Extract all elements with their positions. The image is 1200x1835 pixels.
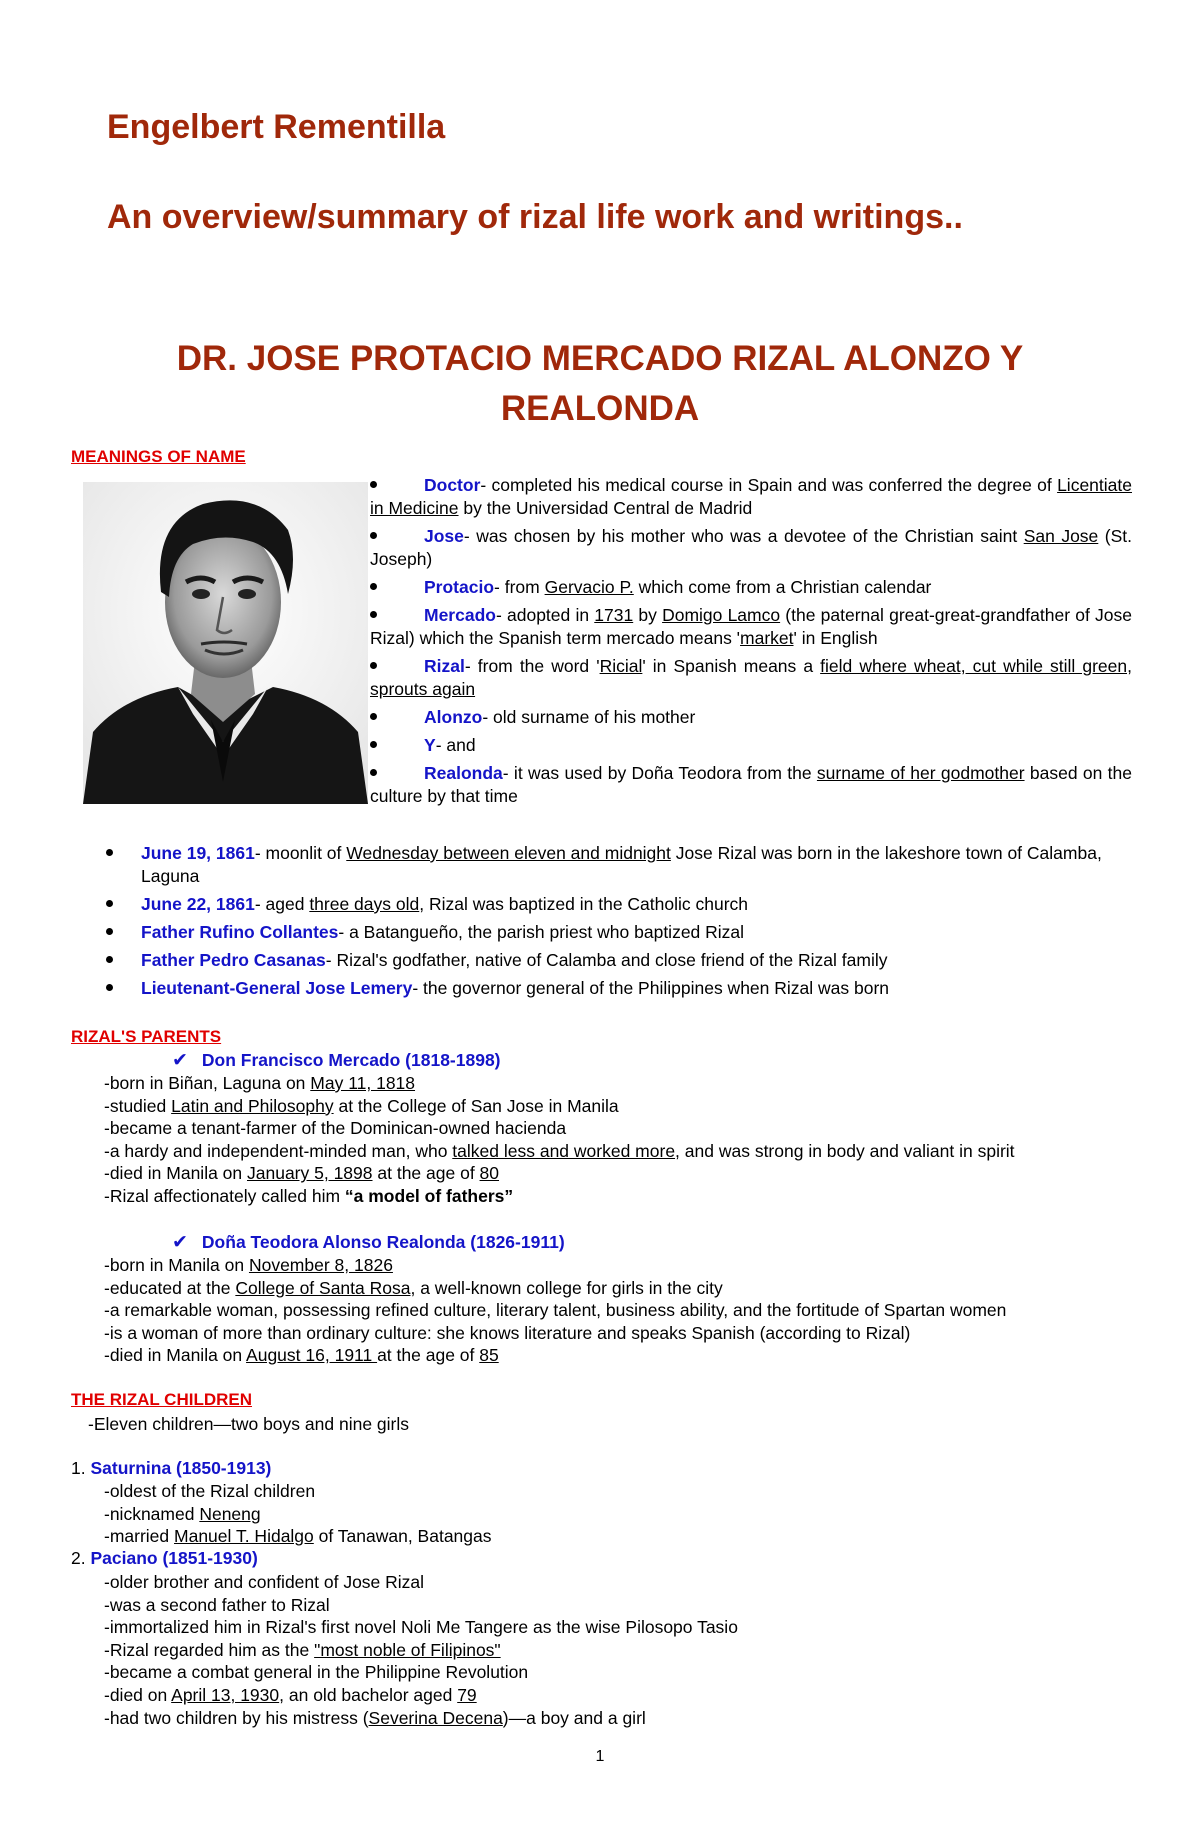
list-item: Rizal- from the word 'Ricial' in Spanish means a field where wheat, cut while still green, sprouts again (370, 656, 1132, 699)
list-item: Doctor- completed his medical course in Spain and was conferred the degree of Licentiate in Medicine by the Universidad Central de Madrid (370, 475, 1132, 518)
father-heading: ✔ Don Francisco Mercado (1818-1898) (172, 1050, 501, 1071)
children-heading: THE RIZAL CHILDREN (71, 1390, 253, 1409)
list-item: Alonzo- old surname of his mother (370, 706, 1132, 729)
list-item: Lieutenant-General Jose Lemery- the governor general of the Philippines when Rizal was born (106, 977, 1136, 1000)
child-2-heading: 2. Paciano (1851-1930) (71, 1548, 258, 1568)
list-item: June 19, 1861- moonlit of Wednesday between eleven and midnight Jose Rizal was born in the lakeshore town of Calamba, Laguna (106, 842, 1136, 888)
list-item: June 22, 1861- aged three days old, Rizal was baptized in the Catholic church (106, 893, 1136, 916)
list-item: Y- and (370, 734, 1132, 757)
checkmark-icon: ✔ (172, 1232, 188, 1253)
list-item: Jose- was chosen by his mother who was a devotee of the Christian saint San Jose (St. Joseph) (370, 526, 1133, 569)
meanings-heading: MEANINGS OF NAME (71, 447, 246, 466)
list-item: Father Pedro Casanas- Rizal's godfather, native of Calamba and close friend of the Rizal family (106, 949, 1136, 972)
list-item: Protacio- from Gervacio P. which come from a Christian calendar (370, 576, 1132, 599)
child-1-details: -oldest of the Rizal children -nicknamed Neneng -married Manuel T. Hidalgo of Tanawan, Batangas (104, 1481, 492, 1547)
checkmark-icon: ✔ (172, 1050, 188, 1071)
page-number: 1 (595, 1748, 605, 1765)
main-title: DR. JOSE PROTACIO MERCADO RIZAL ALONZO Y REALONDA (176, 339, 1024, 428)
child-1-heading: 1. Saturnina (1850-1913) (71, 1458, 272, 1478)
list-item: Father Rufino Collantes- a Batangueño, the parish priest who baptized Rizal (106, 921, 1136, 944)
list-item: Mercado- adopted in 1731 by Domigo Lamco (the paternal great-great-grandfather of Jose Rizal) which the Spanish term mercado means 'market' in English (370, 605, 1132, 648)
list-item: Realonda- it was used by Doña Teodora from the surname of her godmother based on the culture by that time (370, 763, 1132, 806)
child-2-details: -older brother and confident of Jose Rizal -was a second father to Rizal -immortalized him in Rizal's first novel Noli Me Tangere as the wise Pilosopo Tasio -Rizal regarded him as the "most noble of Filipinos" -became a combat general in the Philippine Revolution -died on April 13, 1930, an old bachelor aged 79 -had two children by his mistress (Severina Decena)—a boy and a girl (104, 1572, 738, 1728)
parents-heading: RIZAL'S PARENTS (71, 1027, 222, 1046)
document-subtitle: An overview/summary of rizal life work and writings.. (107, 198, 963, 236)
author-name: Engelbert Rementilla (107, 108, 446, 146)
children-intro: -Eleven children—two boys and nine girls (88, 1414, 409, 1434)
father-details: -born in Biñan, Laguna on May 11, 1818 -studied Latin and Philosophy at the College of San Jose in Manila -became a tenant-farmer of the Dominican-owned hacienda -a hardy and independent-minded man, who talked less and worked more, and was strong in body and valiant in spirit -died in Manila on January 5, 1898 at the age of 80 -Rizal affectionately called him “a model of fathers” (104, 1073, 1015, 1206)
rizal-portrait (83, 482, 368, 804)
mother-heading: ✔ Doña Teodora Alonso Realonda (1826-1911) (172, 1232, 565, 1253)
mother-details: -born in Manila on November 8, 1826 -educated at the College of Santa Rosa, a well-known college for girls in the city -a remarkable woman, possessing refined culture, literary talent, business ability, and the fortitude of Spartan women -is a woman of more than ordinary culture: she knows literature and speaks Spanish (according to Rizal) -died in Manila on August 16, 1911 at the age of 85 (104, 1255, 1007, 1366)
